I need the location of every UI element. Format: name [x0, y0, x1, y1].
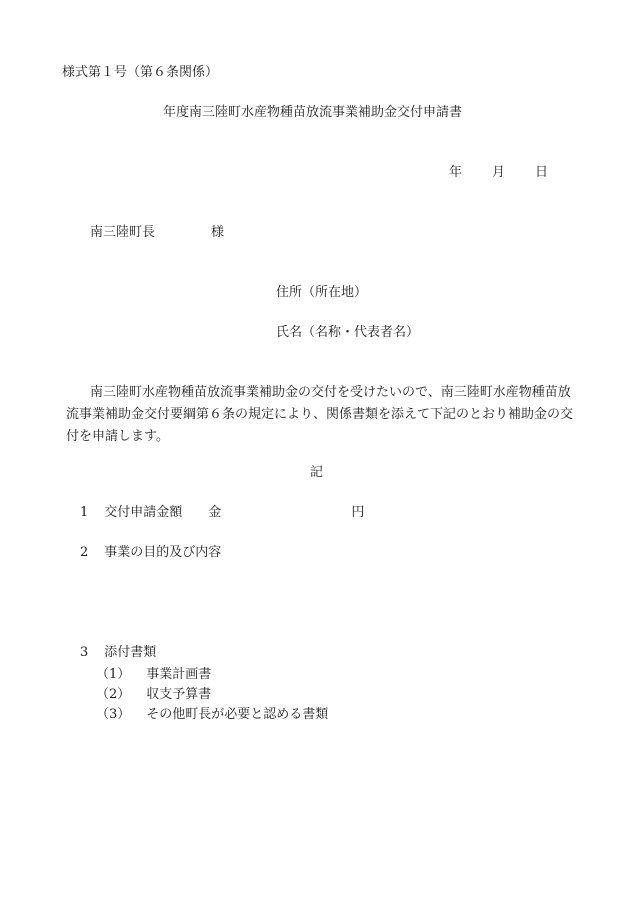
- item-3-label: 添付書類: [104, 645, 157, 660]
- attachment-label: その他町長が必要と認める書類: [146, 707, 329, 722]
- item-1-number: 1: [80, 505, 89, 520]
- attachment-number: （1）: [96, 667, 131, 682]
- attachment-number: （3）: [96, 707, 131, 722]
- amount-unit: 円: [351, 505, 365, 520]
- attachment-label: 事業計画書: [146, 667, 212, 682]
- item-2-label: 事業の目的及び内容: [104, 545, 222, 560]
- amount-prefix: 金: [208, 505, 222, 520]
- attachment-item: [96, 686, 211, 704]
- date-month: 月: [492, 165, 506, 180]
- date-day: 日: [535, 165, 549, 180]
- body-paragraph: 南三陸町水産物種苗放流事業補助金の交付を受けたいので、南三陸町水産物種苗放流事業補助金交付要綱第６条の規定により、関係書類を添えて下記のとおり補助金の交付を申請します。: [66, 385, 574, 444]
- item-2: [80, 544, 221, 562]
- addressee: [90, 224, 224, 242]
- item-1-label: 交付申請金額: [104, 505, 183, 520]
- form-number: 様式第１号（第６条関係）: [62, 65, 219, 80]
- addressee-name: 南三陸町長: [90, 225, 156, 240]
- ki-heading: 記: [310, 465, 324, 480]
- attachment-item: [96, 706, 328, 724]
- date-line: [449, 164, 548, 182]
- applicant-name-label: 氏名（名称・代表者名）: [276, 325, 420, 340]
- attachment-item: [96, 666, 211, 684]
- document-title: 年度南三陸町水産物種苗放流事業補助金交付申請書: [163, 105, 463, 120]
- attachment-number: （2）: [96, 687, 131, 702]
- item-1: [80, 504, 364, 522]
- item-3: [80, 644, 156, 662]
- item-3-number: 3: [80, 645, 89, 660]
- addressee-honorific: 様: [211, 225, 225, 240]
- item-2-number: 2: [80, 545, 89, 560]
- attachment-label: 収支予算書: [146, 687, 212, 702]
- date-year: 年: [449, 165, 463, 180]
- applicant-address-label: 住所（所在地）: [276, 285, 368, 300]
